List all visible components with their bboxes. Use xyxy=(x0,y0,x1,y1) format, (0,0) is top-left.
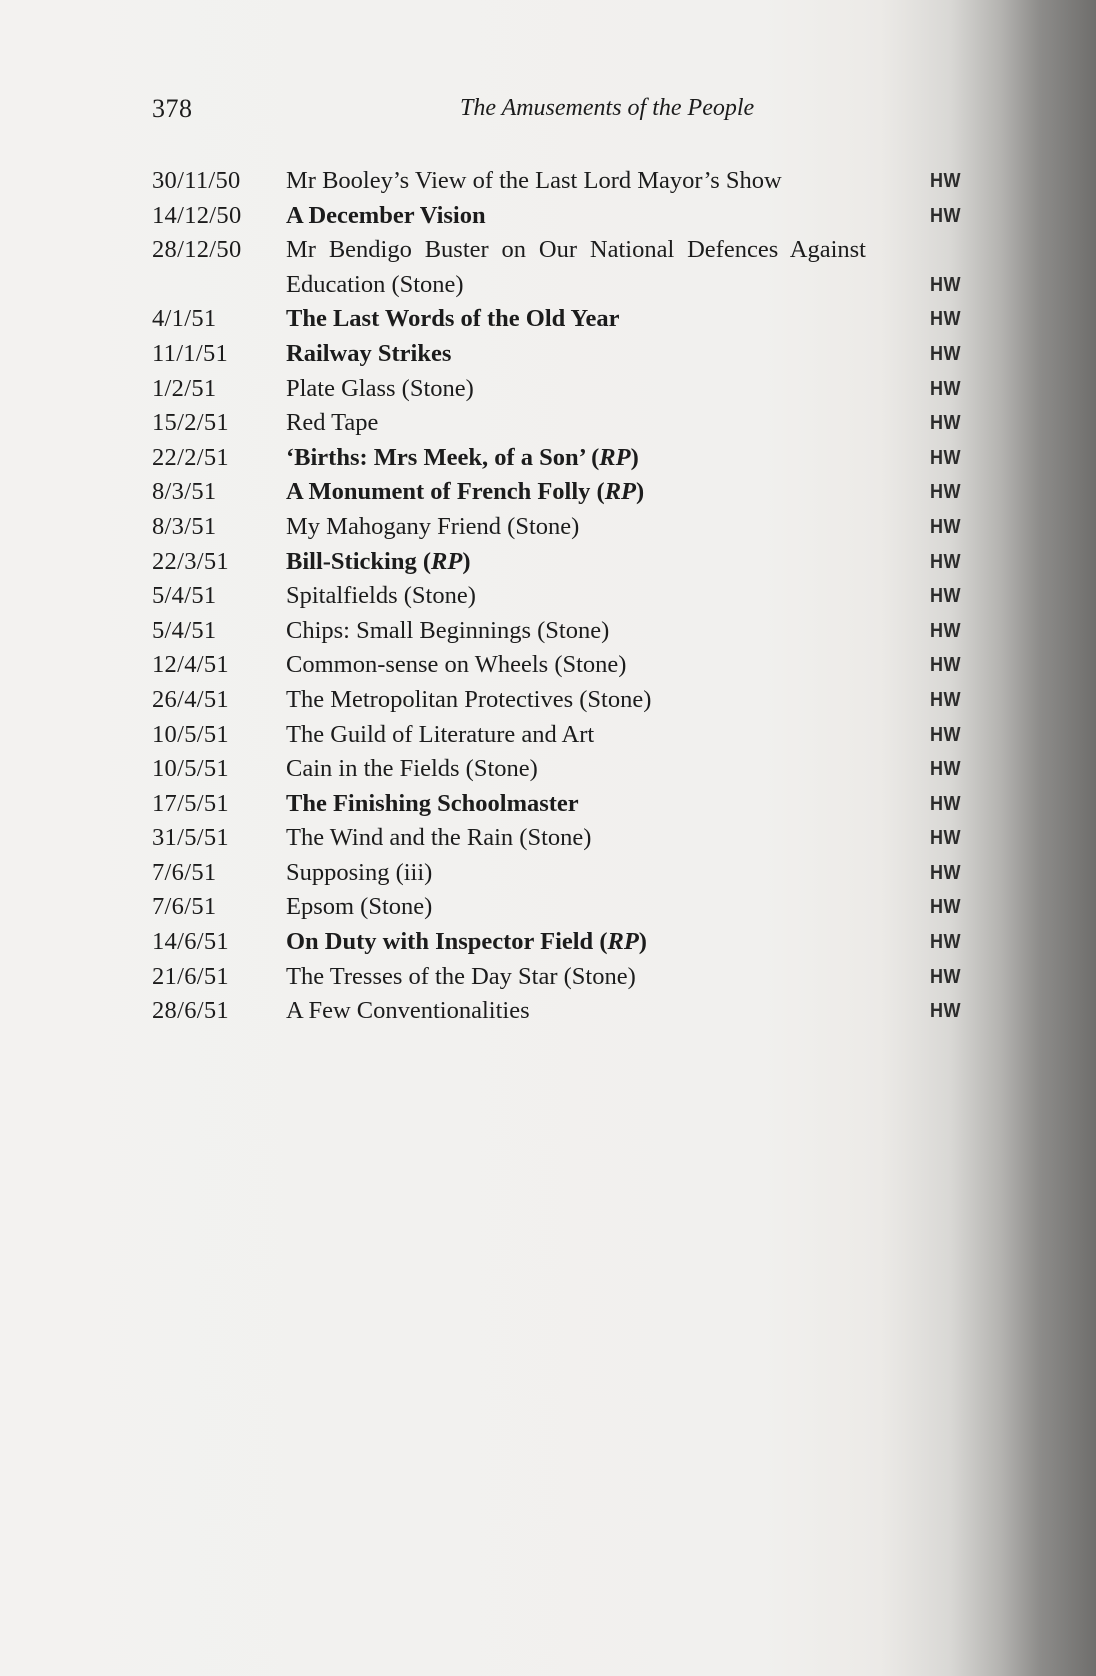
entry-row xyxy=(152,579,1012,614)
entry-journal: HW xyxy=(930,308,961,331)
entry-journal: HW xyxy=(930,896,961,919)
entry-title xyxy=(286,372,866,407)
entry-date: 22/2/51 xyxy=(152,443,229,471)
entry-row xyxy=(152,960,1012,995)
entry-date: 28/6/51 xyxy=(152,997,229,1025)
entry-row xyxy=(152,614,1012,649)
entry-journal: HW xyxy=(930,446,961,469)
entry-date: 7/6/51 xyxy=(152,893,217,921)
entry-date: 28/12/50 xyxy=(152,236,242,264)
entry-journal: HW xyxy=(930,827,961,850)
entry-title-text: ‘Births: Mrs Meek, of a Son’ xyxy=(286,443,585,471)
entry-date: 14/12/50 xyxy=(152,201,242,229)
entry-journal: HW xyxy=(930,931,961,954)
entry-journal: HW xyxy=(930,204,961,227)
page-number: 378 xyxy=(152,94,193,123)
entry-title-text: Cain in the Fields (Stone) xyxy=(286,755,538,783)
entry-date: 7/6/51 xyxy=(152,858,217,886)
entry-journal: HW xyxy=(930,412,961,435)
running-head: The Amusements of the People xyxy=(460,95,755,121)
entry-title xyxy=(286,579,866,614)
entry-row xyxy=(152,648,1012,683)
entry-date: 14/6/51 xyxy=(152,928,229,956)
entry-row xyxy=(152,545,1012,580)
entry-row xyxy=(152,890,1012,925)
entry-journal: HW xyxy=(930,170,961,192)
entry-title: On Duty with Inspector Field (RP) xyxy=(286,928,647,956)
entry-title-text: A Monument of French Folly xyxy=(286,478,591,506)
entry-title-text: Plate Glass (Stone) xyxy=(286,374,474,402)
entry-journal: HW xyxy=(930,342,961,365)
entry-row xyxy=(152,302,1012,337)
entry-journal: HW xyxy=(930,792,961,815)
entry-title-text: Chips: Small Beginnings (Stone) xyxy=(286,616,610,644)
entry-title-text: My Mahogany Friend (Stone) xyxy=(286,512,580,540)
entry-date: 8/3/51 xyxy=(152,478,217,506)
entry-row xyxy=(152,475,1012,510)
entry-title-text: Mr Booley’s View of the Last Lord Mayor’s Show xyxy=(286,167,782,194)
entry-journal: HW xyxy=(930,758,961,781)
entry-title-text: Spitalfields (Stone) xyxy=(286,582,476,610)
entry-row xyxy=(152,406,1012,441)
entry-title xyxy=(286,337,866,372)
entry-title-text: The Tresses of the Day Star (Stone) xyxy=(286,962,636,990)
entry-date: 30/11/50 xyxy=(152,167,241,194)
entry-title xyxy=(286,787,866,822)
entry-row xyxy=(152,199,1012,234)
entry-row xyxy=(152,787,1012,822)
entry-date: 15/2/51 xyxy=(152,409,229,437)
entry-journal: HW xyxy=(930,861,961,884)
entry-journal: HW xyxy=(930,619,961,642)
entry-journal: HW xyxy=(930,377,961,400)
entry-title-text: Mr Bendigo Buster on Our National Defences Against Education (Stone) xyxy=(286,236,866,298)
entry-journal: HW xyxy=(930,965,961,988)
entry-title-text: Railway Strikes xyxy=(286,339,452,367)
entry-date: 22/3/51 xyxy=(152,547,229,575)
entry-journal: HW xyxy=(930,723,961,746)
entry-row xyxy=(152,821,1012,856)
entry-title-text: A Few Conventionalities xyxy=(286,997,530,1025)
entry-title xyxy=(286,718,866,753)
entry-row xyxy=(152,372,1012,407)
entry-title xyxy=(286,821,866,856)
entry-note: RP xyxy=(599,443,631,471)
entry-title xyxy=(286,302,866,337)
entry-row xyxy=(152,441,1012,476)
entry-title-text: The Guild of Literature and Art xyxy=(286,720,595,748)
entry-row xyxy=(152,510,1012,545)
entry-row xyxy=(152,856,1012,891)
entry-title xyxy=(286,614,866,649)
entry-date: 17/5/51 xyxy=(152,789,229,817)
entry-date: 21/6/51 xyxy=(152,962,229,990)
entry-journal: HW xyxy=(930,585,961,608)
entry-date: 31/5/51 xyxy=(152,824,229,852)
entry-title-text: Red Tape xyxy=(286,409,379,437)
entry-title xyxy=(286,406,866,441)
entry-journal: HW xyxy=(930,550,961,573)
entry-journal: HW xyxy=(930,481,961,504)
entry-date: 26/4/51 xyxy=(152,685,229,713)
entry-journal: HW xyxy=(930,688,961,711)
entry-row xyxy=(152,718,1012,753)
entry-title-text: The Metropolitan Protectives (Stone) xyxy=(286,685,652,713)
entry-title xyxy=(286,994,866,1029)
entry-date: 11/1/51 xyxy=(152,339,229,367)
entry-title xyxy=(286,648,866,683)
entry-title-text: The Last Words of the Old Year xyxy=(286,305,620,333)
entry-title xyxy=(286,510,866,545)
entry-journal: HW xyxy=(930,1000,961,1023)
entry-row xyxy=(152,994,1012,1029)
entry-title-text: A December Vision xyxy=(286,201,486,229)
entry-row xyxy=(152,233,1012,302)
entry-date: 5/4/51 xyxy=(152,582,217,610)
entry-title-text: Bill-Sticking xyxy=(286,547,417,575)
entry-title xyxy=(286,752,866,787)
entry-row xyxy=(152,925,1012,960)
entry-date: 10/5/51 xyxy=(152,755,229,783)
entry-title xyxy=(286,683,866,718)
entry-journal: HW xyxy=(930,273,961,296)
entry-title xyxy=(286,890,866,925)
entry-title xyxy=(286,856,866,891)
entry-date: 8/3/51 xyxy=(152,512,217,540)
entry-title-text: Supposing (iii) xyxy=(286,858,433,886)
entry-title-text: The Finishing Schoolmaster xyxy=(286,789,579,817)
entry-row xyxy=(152,337,1012,372)
entry-title-text: The Wind and the Rain (Stone) xyxy=(286,824,592,852)
entry-title-text: Common-sense on Wheels (Stone) xyxy=(286,651,627,679)
entry-date: 4/1/51 xyxy=(152,305,217,333)
entry-date: 1/2/51 xyxy=(152,374,217,402)
entry-title xyxy=(286,164,866,199)
entry-date: 10/5/51 xyxy=(152,720,229,748)
entry-date: 12/4/51 xyxy=(152,651,229,679)
entry-title: A Monument of French Folly (RP) xyxy=(286,478,645,506)
entry-date: 5/4/51 xyxy=(152,616,217,644)
entry-journal: HW xyxy=(930,654,961,677)
entry-title: ‘Births: Mrs Meek, of a Son’ (RP) xyxy=(286,443,639,471)
entry-title-text: Epsom (Stone) xyxy=(286,893,433,921)
entry-note: RP xyxy=(431,547,463,575)
entry-title xyxy=(286,960,866,995)
entry-note: RP xyxy=(604,478,637,506)
entry-row xyxy=(152,752,1012,787)
entry-list xyxy=(152,164,1012,1029)
entry-title xyxy=(286,199,866,234)
entry-row xyxy=(152,164,1012,199)
entry-title xyxy=(286,233,866,302)
entry-title-text: On Duty with Inspector Field xyxy=(286,928,594,956)
entry-journal: HW xyxy=(930,515,961,538)
entry-note: RP xyxy=(607,928,639,956)
entry-title: Bill-Sticking (RP) xyxy=(286,547,471,575)
entry-row xyxy=(152,683,1012,718)
